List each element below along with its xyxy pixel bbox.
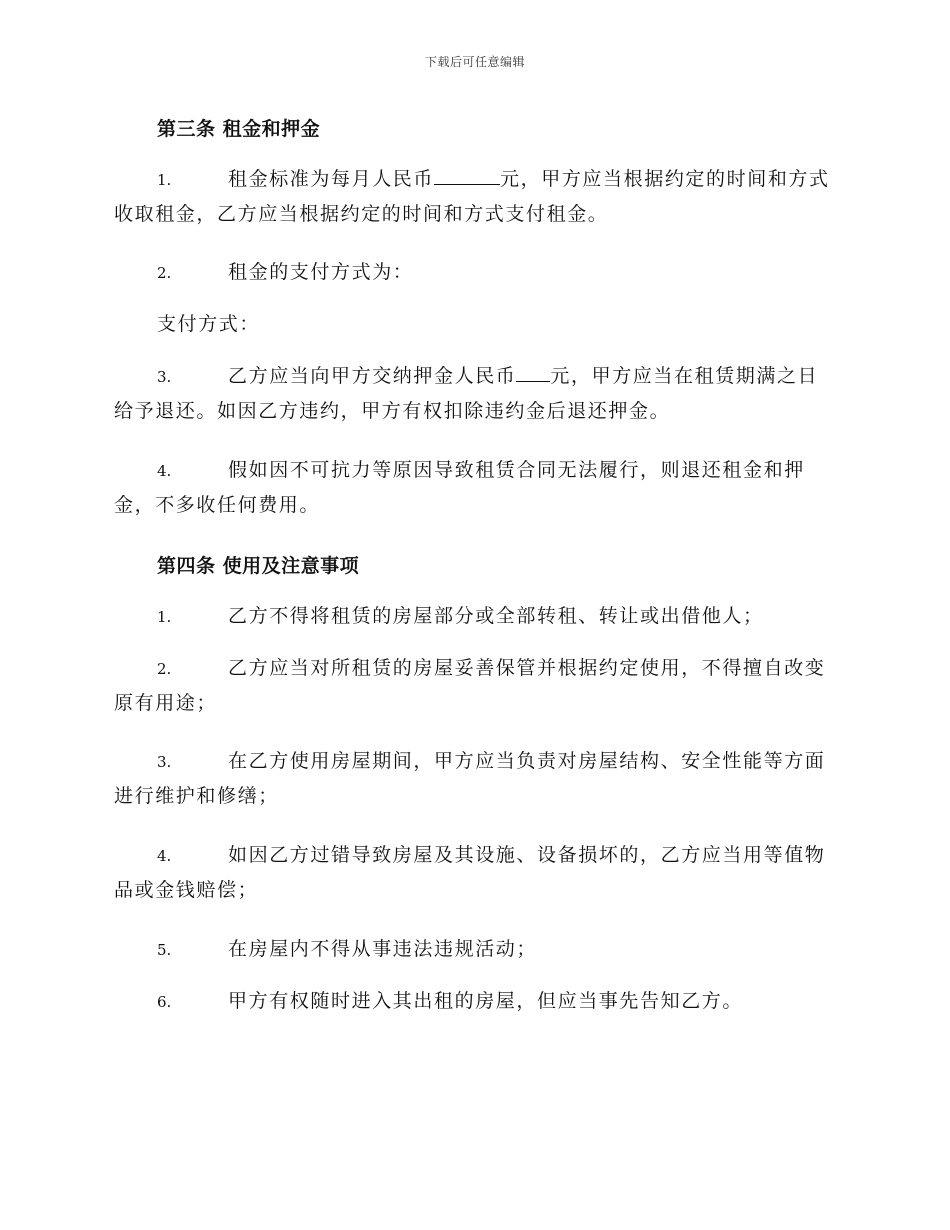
- item-number: 5.: [157, 941, 172, 959]
- item-number: 6.: [157, 993, 172, 1011]
- article-4-item-2: [114, 651, 830, 720]
- item-number: 2.: [157, 660, 172, 678]
- item-number: 3.: [157, 753, 172, 771]
- item-text: 如因乙方过错导致房屋及其设施、设备损坏的，乙方应当用等值物品或金钱赔偿；: [114, 844, 826, 901]
- item-number: 3.: [157, 368, 172, 386]
- item-text: 在房屋内不得从事违法违规活动；: [228, 938, 538, 960]
- article-3-item-1: [114, 162, 830, 231]
- item-text: 支付方式：: [157, 313, 261, 335]
- item-text: 乙方应当对所租赁的房屋妥善保管并根据约定使用，不得擅自改变原有用途；: [114, 657, 826, 714]
- item-text-post: 元，甲方应当根据约定的时间和方式收取租金，乙方应当根据约定的时间和方式支付租金。: [114, 168, 830, 225]
- deposit-blank: [516, 365, 550, 382]
- article-3-item-3: [114, 359, 830, 428]
- item-number: 1.: [157, 608, 172, 626]
- item-number: 4.: [157, 847, 172, 865]
- item-text-post: 元，甲方应当在租赁期满之日给予退还。如因乙方违约，甲方有权扣除违约金后退还押金。: [114, 365, 819, 422]
- article-4-item-1: [114, 599, 830, 634]
- payment-method-line: [157, 307, 873, 341]
- item-number: 2.: [157, 264, 172, 282]
- article-3-item-2: [114, 255, 830, 290]
- item-text: 乙方不得将租赁的房屋部分或全部转租、转让或出借他人；: [228, 605, 764, 627]
- article-4-item-4: [114, 838, 830, 907]
- amount-blank: [434, 168, 500, 185]
- article-4-heading: 第四条 使用及注意事项: [157, 555, 360, 577]
- article-3-heading: 第三条 租金和押金: [157, 118, 321, 140]
- item-number: 1.: [157, 171, 172, 189]
- article-3-item-4: [114, 453, 830, 522]
- header-note: 下载后可任意编辑: [424, 55, 525, 69]
- article-4-item-3: [114, 744, 830, 813]
- item-number: 4.: [157, 462, 172, 480]
- item-text: 在乙方使用房屋期间，甲方应当负责对房屋结构、安全性能等方面进行维护和修缮；: [114, 750, 826, 807]
- item-text: 甲方有权随时进入其出租的房屋，但应当事先告知乙方。: [228, 990, 744, 1012]
- item-text-pre: 乙方应当向甲方交纳押金人民币: [228, 365, 517, 387]
- item-text: 租金的支付方式为：: [228, 261, 414, 283]
- article-4-item-5: [114, 932, 830, 967]
- item-text: 假如因不可抗力等原因导致租赁合同无法履行，则退还租金和押金，不多收任何费用。: [114, 459, 805, 516]
- item-text-pre: 租金标准为每月人民币: [228, 168, 435, 190]
- article-4-item-6: [114, 984, 830, 1019]
